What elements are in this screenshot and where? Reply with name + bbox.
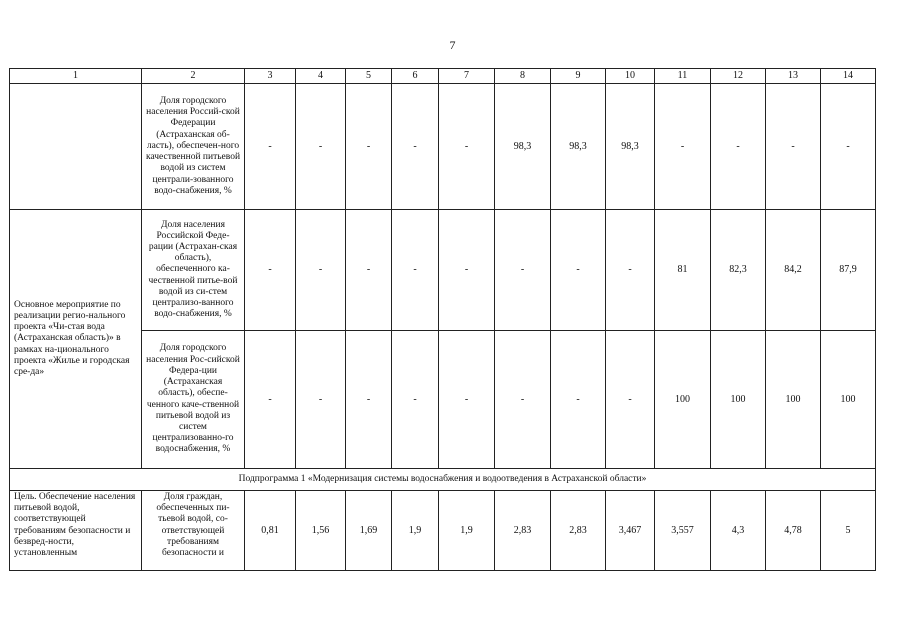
col-header: 9: [551, 69, 606, 84]
value-cell: -: [655, 84, 711, 210]
value-cell: 1,9: [439, 491, 495, 571]
col-header: 11: [655, 69, 711, 84]
col-header: 8: [495, 69, 551, 84]
value-cell: -: [392, 210, 439, 331]
indicator-cell: Доля городского населения Россий-ской Федерации (Астраханская об-ласть), обеспечен-ного качественной питьевой водой из систем централи-зованного водо-снабжения, %: [142, 84, 245, 210]
empty-cell: [10, 84, 142, 210]
value-cell: -: [296, 210, 346, 331]
indicator-cell: Доля граждан, обеспеченных пи-тьевой водой, со-ответствующей требованиям безопасности и: [142, 491, 245, 571]
value-cell: 100: [711, 331, 766, 469]
value-cell: 2,83: [495, 491, 551, 571]
indicator-cell: Доля населения Российской Феде-рации (Астрахан-ская область), обеспеченного ка-чественной питье-вой водой из си-стем централизо-ванного водо-снабжения, %: [142, 210, 245, 331]
col-header: 10: [606, 69, 655, 84]
value-cell: 81: [655, 210, 711, 331]
value-cell: -: [551, 210, 606, 331]
value-cell: -: [346, 210, 392, 331]
value-cell: -: [245, 210, 296, 331]
value-cell: -: [439, 331, 495, 469]
value-cell: 84,2: [766, 210, 821, 331]
value-cell: -: [392, 331, 439, 469]
indicator-cell: Доля городского населения Рос-сийской Федера-ции (Астраханская область), обеспе-ченного каче-ственной питьевой водой из систем централизованно-го водоснабжения, %: [142, 331, 245, 469]
page-number: 7: [449, 38, 456, 52]
value-cell: -: [296, 84, 346, 210]
value-cell: 4,78: [766, 491, 821, 571]
value-cell: 0,81: [245, 491, 296, 571]
activity-cell: Основное мероприятие по реализации регио-нального проекта «Чи-стая вода (Астраханская область)» в рамках на-ционального проекта «Жилье и городская сре-да»: [10, 210, 142, 469]
col-header: 6: [392, 69, 439, 84]
goal-cell: Цель. Обеспечение населения питьевой водой, соответствующей требованиям безопасности и безвред-ности, установленным: [10, 491, 142, 571]
value-cell: 1,56: [296, 491, 346, 571]
value-cell: 87,9: [821, 210, 876, 331]
value-cell: 3,467: [606, 491, 655, 571]
value-cell: 100: [766, 331, 821, 469]
value-cell: -: [551, 331, 606, 469]
value-cell: 4,3: [711, 491, 766, 571]
table-row: [10, 84, 876, 210]
value-cell: -: [392, 84, 439, 210]
value-cell: -: [711, 84, 766, 210]
table-row: [10, 210, 876, 331]
value-cell: -: [606, 331, 655, 469]
col-header: 4: [296, 69, 346, 84]
value-cell: 98,3: [606, 84, 655, 210]
value-cell: 98,3: [551, 84, 606, 210]
subprogram-row: [10, 469, 876, 491]
value-cell: 2,83: [551, 491, 606, 571]
value-cell: 100: [655, 331, 711, 469]
value-cell: 98,3: [495, 84, 551, 210]
col-header: 14: [821, 69, 876, 84]
value-cell: -: [439, 210, 495, 331]
value-cell: 1,69: [346, 491, 392, 571]
col-header: 1: [10, 69, 142, 84]
value-cell: -: [439, 84, 495, 210]
col-header: 13: [766, 69, 821, 84]
value-cell: -: [606, 210, 655, 331]
col-header: 2: [142, 69, 245, 84]
value-cell: -: [245, 331, 296, 469]
subprogram-title: Подпрограмма 1 «Модернизация системы водоснабжения и водоотведения в Астраханской области»: [10, 469, 876, 491]
value-cell: -: [821, 84, 876, 210]
value-cell: -: [245, 84, 296, 210]
value-cell: -: [296, 331, 346, 469]
value-cell: -: [346, 84, 392, 210]
value-cell: -: [495, 331, 551, 469]
col-header: 12: [711, 69, 766, 84]
value-cell: 3,557: [655, 491, 711, 571]
indicators-table: [9, 68, 876, 571]
header-row: [10, 69, 876, 84]
goal-row: [10, 491, 876, 571]
value-cell: 82,3: [711, 210, 766, 331]
value-cell: 5: [821, 491, 876, 571]
value-cell: -: [346, 331, 392, 469]
col-header: 5: [346, 69, 392, 84]
value-cell: 100: [821, 331, 876, 469]
value-cell: -: [766, 84, 821, 210]
col-header: 7: [439, 69, 495, 84]
col-header: 3: [245, 69, 296, 84]
value-cell: 1,9: [392, 491, 439, 571]
value-cell: -: [495, 210, 551, 331]
